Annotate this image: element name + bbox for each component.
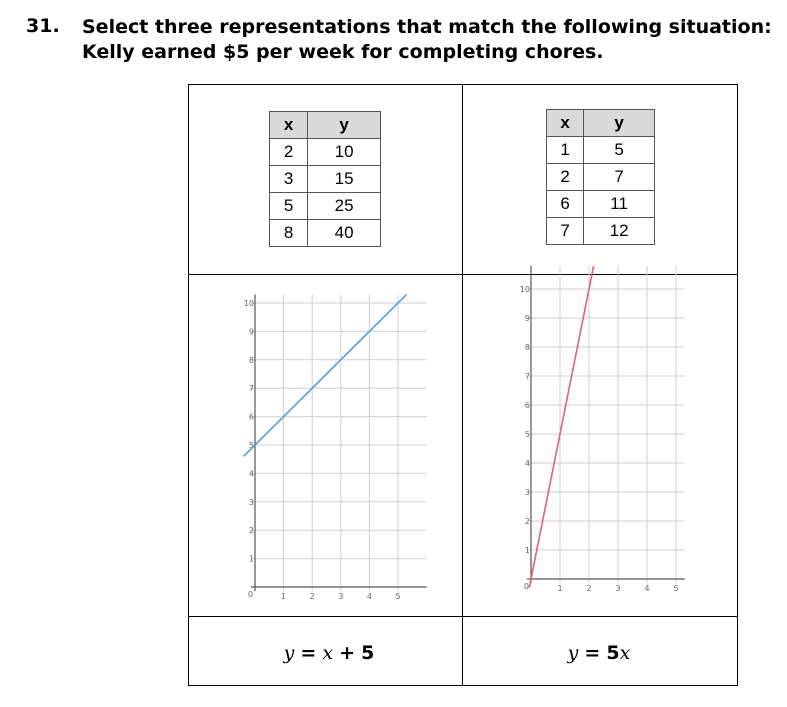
y-tick-label: 9 <box>524 314 530 323</box>
y-tick-label: 7 <box>248 384 254 394</box>
graph-option-b[interactable] <box>511 273 691 593</box>
equation-equals: = <box>584 642 601 664</box>
y-tick-label: 8 <box>524 343 530 352</box>
x-tick-label: 2 <box>309 592 315 601</box>
function-line <box>244 294 407 456</box>
y-tick-label: 6 <box>248 412 254 422</box>
table-header-x: x <box>547 110 584 137</box>
x-tick-label: 3 <box>338 592 344 601</box>
y-tick-label: 9 <box>248 327 254 337</box>
table-row <box>270 220 381 247</box>
table-cell: 5 <box>584 137 655 164</box>
equation-lhs: y <box>283 642 295 664</box>
question-line-1: Select three representations that match the following situation: <box>82 16 772 38</box>
table-cell: 2 <box>547 164 584 191</box>
table-header-y: y <box>584 110 655 137</box>
y-tick-label: 3 <box>524 488 530 497</box>
table-cell: 7 <box>547 218 584 245</box>
origin-label: 0 <box>247 590 253 599</box>
table-header-row <box>270 112 381 139</box>
y-tick-label: 5 <box>248 441 254 450</box>
table-row <box>547 137 655 164</box>
table-cell: 5 <box>270 193 308 220</box>
y-tick-label: 7 <box>524 372 530 381</box>
question-text <box>82 15 772 65</box>
table-cell: 8 <box>270 220 308 247</box>
table-option-a[interactable] <box>269 111 381 247</box>
table-header-x: x <box>270 112 308 139</box>
table-cell: 12 <box>584 218 655 245</box>
y-tick-label: 3 <box>248 497 254 507</box>
question-number: 31. <box>26 15 60 37</box>
table-row <box>547 164 655 191</box>
table-header-row <box>547 110 655 137</box>
table-row <box>270 166 381 193</box>
table-cell: 3 <box>270 166 308 193</box>
table-cell: 1 <box>547 137 584 164</box>
equation-option-b[interactable] <box>519 642 679 664</box>
x-tick-label: 1 <box>281 592 287 601</box>
y-tick-label: 6 <box>524 401 530 410</box>
equation-plus: + <box>339 642 356 664</box>
grid-divider-row-2 <box>189 616 737 617</box>
equation-equals: = <box>300 642 317 664</box>
x-tick-label: 5 <box>395 592 401 601</box>
table-cell: 15 <box>308 166 381 193</box>
x-tick-label: 2 <box>586 584 592 593</box>
y-tick-label: 5 <box>524 430 530 439</box>
y-tick-label: 4 <box>248 469 254 479</box>
table-row <box>547 218 655 245</box>
table-cell: 10 <box>308 139 381 166</box>
equation-lhs: y <box>567 642 579 664</box>
y-tick-label: 2 <box>248 526 254 536</box>
y-tick-label: 10 <box>243 299 254 308</box>
table-option-b[interactable] <box>546 109 655 245</box>
table-row <box>270 139 381 166</box>
graph-option-a[interactable] <box>231 290 411 600</box>
y-tick-label: 4 <box>524 459 530 468</box>
y-tick-label: 8 <box>248 355 254 365</box>
table-row <box>270 193 381 220</box>
equation-coefficient: 5 <box>606 642 620 664</box>
equation-variable: x <box>322 642 334 664</box>
y-tick-label: 1 <box>248 554 254 564</box>
x-tick-label: 3 <box>615 584 621 593</box>
function-line <box>529 266 593 588</box>
x-tick-label: 4 <box>644 584 650 593</box>
table-cell: 11 <box>584 191 655 218</box>
equation-option-a[interactable] <box>249 642 409 664</box>
y-tick-label: 1 <box>524 546 530 555</box>
table-cell: 7 <box>584 164 655 191</box>
question-line-2: Kelly earned $5 per week for completing chores. <box>82 41 604 63</box>
origin-label: 0 <box>523 582 529 591</box>
y-tick-label: 2 <box>524 517 530 526</box>
grid-divider-vertical <box>462 85 463 685</box>
x-tick-label: 4 <box>366 592 372 601</box>
table-cell: 40 <box>308 220 381 247</box>
table-cell: 2 <box>270 139 308 166</box>
table-header-y: y <box>308 112 381 139</box>
table-cell: 6 <box>547 191 584 218</box>
equation-variable: x <box>619 642 631 664</box>
x-tick-label: 1 <box>557 584 563 593</box>
table-cell: 25 <box>308 193 381 220</box>
equation-constant: 5 <box>361 642 375 664</box>
x-tick-label: 5 <box>673 584 679 593</box>
answer-grid <box>188 84 738 686</box>
y-tick-label: 10 <box>519 285 530 294</box>
table-row <box>547 191 655 218</box>
